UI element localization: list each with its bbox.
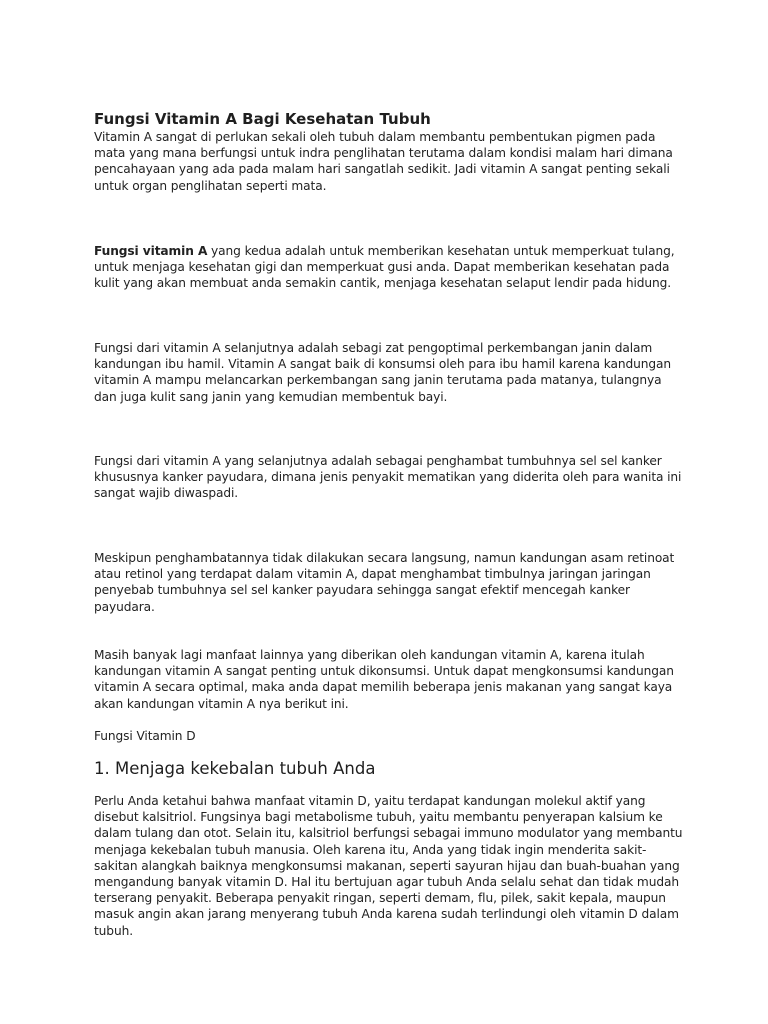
paragraph-vitamin-a-cancer: Fungsi dari vitamin A yang selanjutnya adalah sebagai penghambat tumbuhnya sel sel kanker khususnya kanker payudara, dimana jenis penyakit mematikan yang diderita oleh para wanita ini sangat wajib diwaspadi. bbox=[94, 454, 682, 501]
paragraph-more-benefits: Masih banyak lagi manfaat lainnya yang diberikan oleh kandungan vitamin A, karena itulah kandungan vitamin A sangat penting untuk dikonsumsi. Untuk dapat mengkonsumsi kandungan vitamin A secara optimal, maka anda dapat memilih beberapa jenis makanan yang sangat kaya akan kandungan vitamin A nya berikut ini. bbox=[94, 648, 674, 711]
paragraph-vitamin-a-pregnancy: Fungsi dari vitamin A selanjutnya adalah sebagi zat pengoptimal perkembangan janin dalam kandungan ibu hamil. Vitamin A sangat baik di konsumsi oleh para ibu hamil karena kandungan vitamin A mampu melancarkan perkembangan sang janin terutama pada matanya, tulangnya dan juga kulit sang janin yang kemudian membentuk bayi. bbox=[94, 341, 671, 404]
paragraph-body-text: yang kedua adalah untuk memberikan kesehatan untuk memperkuat tulang, untuk menjaga kesehatan gigi dan memperkuat gusi anda. Dapat memberikan kesehatan pada kulit yang akan membuat anda semakin cantik, menjaga kesehatan selaput lendir pada hidung. bbox=[94, 244, 675, 291]
document-title: Fungsi Vitamin A Bagi Kesehatan Tubuh bbox=[94, 110, 431, 128]
bold-lead-text: Fungsi vitamin A bbox=[94, 244, 208, 258]
paragraph-vitamin-d-label: Fungsi Vitamin D bbox=[94, 729, 196, 743]
paragraph-vitamin-d-immunity: Perlu Anda ketahui bahwa manfaat vitamin D, yaitu terdapat kandungan molekul aktif yang disebut kalsitriol. Fungsinya bagi metabolisme tubuh, yaitu membantu penyerapan kalsium ke dalam tulang dan otot. Selain itu, kalsitriol berfungsi sebagai immuno modulator yang membantu menjaga kekebalan tubuh manusia. Oleh karena itu, Anda yang tidak ingin menderita sakit-sakitan alangkah baiknya mengkonsumsi makanan, seperti sayuran hijau dan buah-buahan yang mengandung banyak vitamin D. Hal itu bertujuan agar tubuh Anda selalu sehat dan tidak mudah terserang penyakit. Beberapa penyakit ringan, seperti demam, flu, pilek, sakit kepala, maupun masuk angin akan jarang menyerang tubuh Anda karena sudah terlindungi oleh vitamin D dalam tubuh. bbox=[94, 794, 683, 938]
paragraph-vitamin-a-intro: Vitamin A sangat di perlukan sekali oleh tubuh dalam membantu pembentukan pigmen pada mata yang mana berfungsi untuk indra penglihatan terutama dalam kondisi malam hari dimana pencahayaan yang ada pada malam hari sangatlah sedikit. Jadi vitamin A sangat penting sekali untuk organ penglihatan seperti mata. bbox=[94, 130, 673, 193]
paragraph-retinoic-acid: Meskipun penghambatannya tidak dilakukan secara langsung, namun kandungan asam retinoat atau retinol yang terdapat dalam vitamin A, dapat menghambat timbulnya jaringan jaringan penyebab tumbuhnya sel sel kanker payudara sehingga sangat efektif mencegah kanker payudara. bbox=[94, 551, 675, 614]
section-heading-immunity: 1. Menjaga kekebalan tubuh Anda bbox=[94, 759, 376, 778]
paragraph-vitamin-a-second-function bbox=[94, 243, 684, 292]
